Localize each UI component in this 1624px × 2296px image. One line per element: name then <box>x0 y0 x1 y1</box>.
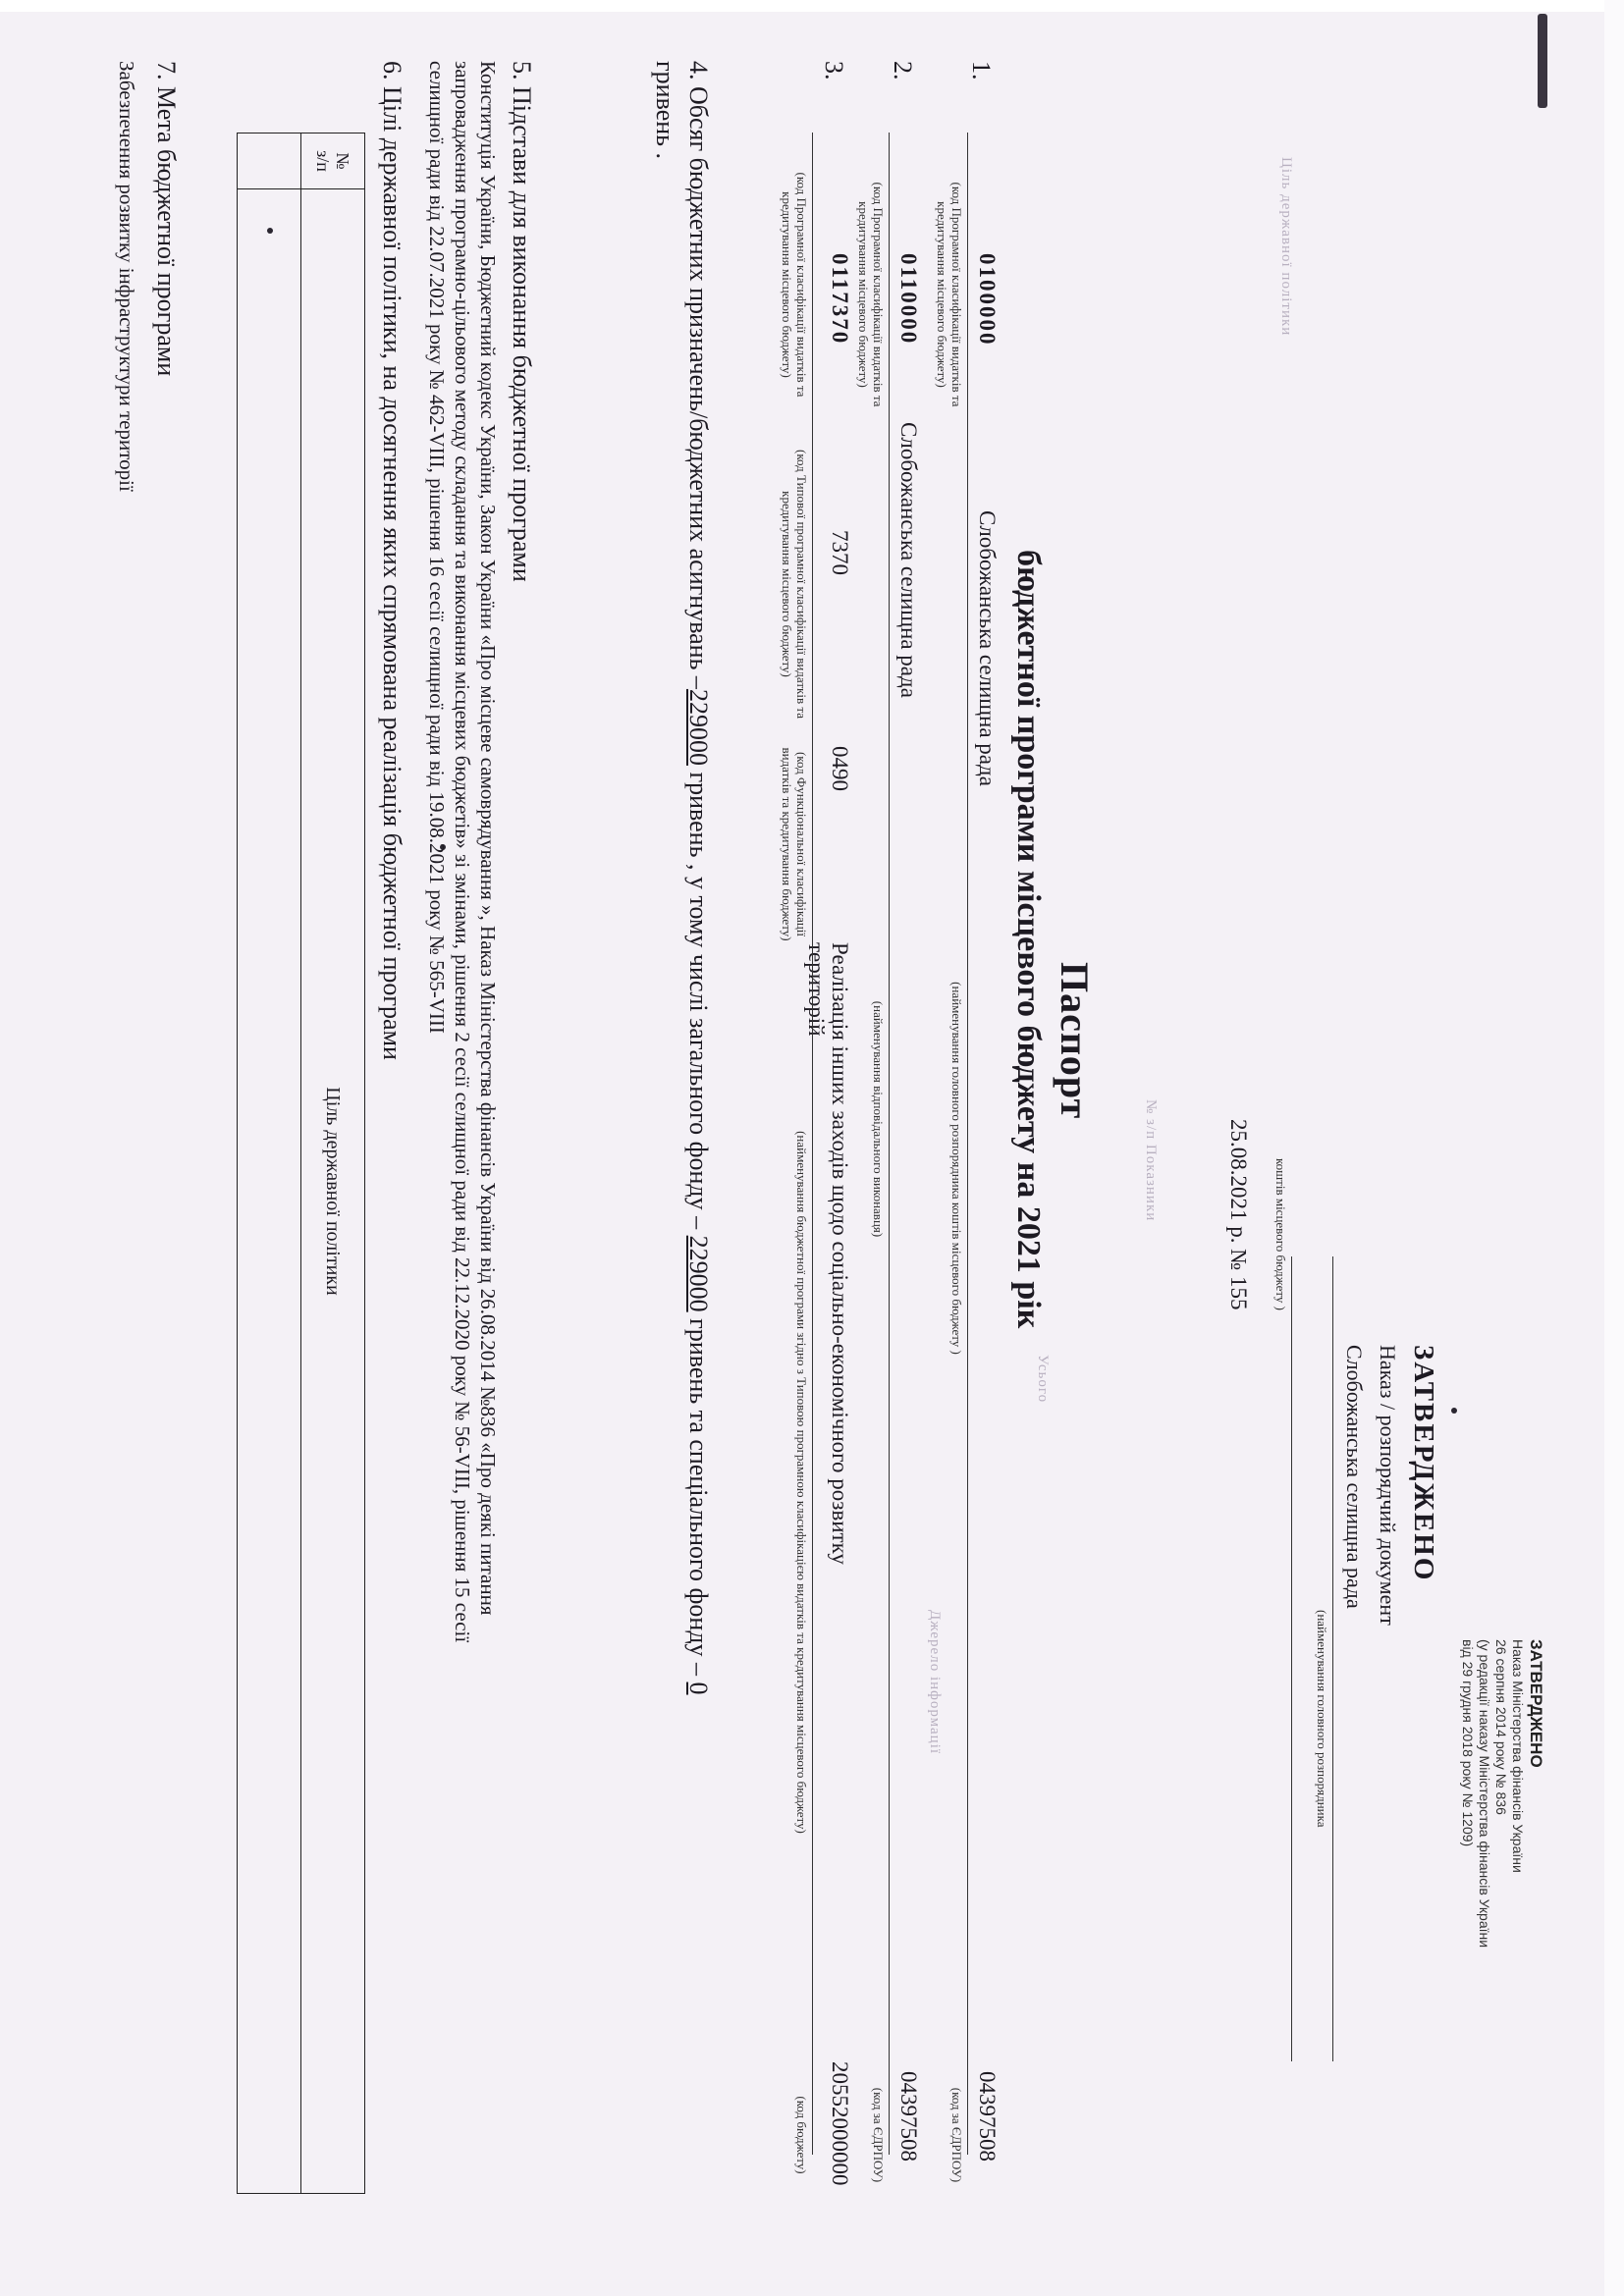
field-caption: (код Програмної класифікації видатків та кредитування місцевого бюджету) <box>856 182 886 407</box>
program-code: 0117370 <box>828 253 852 346</box>
budget-amount-statement <box>683 61 713 1695</box>
field-rule <box>812 133 813 2155</box>
column-header-number-line: з/п <box>313 150 333 172</box>
item-number: 3. <box>820 61 848 80</box>
manager-name: Слобожанська селищна рада <box>975 510 1000 786</box>
section-title: 7. Мета бюджетної програми <box>152 61 181 377</box>
signature-rule <box>1332 1256 1333 2061</box>
column-header-goal: Ціль державної політики <box>301 189 365 2194</box>
amount-general-fund: 229000 <box>684 1235 713 1312</box>
approved-reference-line: Наказ Міністерства фінансів України <box>1510 1639 1526 1873</box>
approval-caption: (найменування головного розпорядника <box>1315 1610 1329 1828</box>
edrpou-code: 04397508 <box>896 2071 921 2162</box>
table-cell <box>238 133 301 189</box>
field-caption: (код Програмної класифікації видатків та кредитування місцевого бюджету) <box>780 172 809 398</box>
approved-reference-line: (у редакції наказу Міністерства фінансів України <box>1477 1639 1492 1949</box>
field-caption: (код за ЄДРПОУ) <box>871 2087 886 2183</box>
approval-document-type: Наказ / розпорядчий документ <box>1376 1345 1400 1626</box>
show-through-text: Ціль державної політики <box>1278 157 1294 337</box>
field-caption: (код за ЄДРПОУ) <box>949 2087 964 2183</box>
approved-reference-line: від 29 грудня 2018 року № 1209) <box>1460 1639 1476 1847</box>
amount-total: 229000 <box>684 688 713 766</box>
field-caption: (код Функціональної класифікації видатків та кредитування бюджету) <box>780 747 809 941</box>
field-caption: (код Програмної класифікації видатків та кредитування місцевого бюджету) <box>935 182 964 407</box>
budget-amount-text: 4. Обсяг бюджетних призначень/бюджетних асигнувань – <box>684 61 713 689</box>
section-title: 5. Підстави для виконання бюджетної програми <box>508 61 536 582</box>
budget-amount-text: гривень , у тому числі загального фонду – <box>684 765 713 1236</box>
typical-program-code: 7370 <box>828 530 852 575</box>
column-header-number <box>301 133 365 189</box>
item-number: 1. <box>967 61 996 80</box>
functional-code: 0490 <box>828 746 852 791</box>
show-through-text: № з/п Показники <box>1143 1099 1159 1222</box>
approved-reference-line: 26 серпня 2014 року № 836 <box>1493 1639 1509 1815</box>
table-cell <box>238 189 301 2194</box>
document-title: Паспорт <box>1053 962 1097 1120</box>
approval-title: ЗАТВЕРДЖЕНО <box>1408 1345 1439 1582</box>
amount-special-fund: 0 <box>684 1682 713 1695</box>
field-caption: (найменування відповідального виконавця) <box>871 1000 886 1238</box>
program-code: 0110000 <box>896 253 921 346</box>
show-through-text: Джерело інформації <box>927 1610 943 1755</box>
program-name-continued: територій <box>804 942 829 1037</box>
item-number: 2. <box>889 61 917 80</box>
program-name: Реалізація інших заходів щодо соціально-економічного розвитку <box>828 942 852 1565</box>
field-rule <box>967 133 968 2155</box>
edrpou-code: 04397508 <box>975 2071 1000 2162</box>
approved-reference <box>1459 1639 1545 1948</box>
approval-caption: коштів місцевого бюджету ) <box>1273 1158 1288 1310</box>
budget-amount-text: гривень та спеціального фонду – <box>684 1311 713 1682</box>
state-policy-goals-table <box>237 133 365 2194</box>
program-purpose: Забезпечення розвитку інфраструктури території <box>115 61 138 492</box>
approval-organization: Слобожанська селищна рада <box>1342 1345 1367 1609</box>
executor-name: Слобожанська селищна рада <box>896 422 921 698</box>
budget-code: 20552000000 <box>828 2061 852 2186</box>
section-title: 6. Цілі державної політики, на досягнення яких спрямована реалізація бюджетної програми <box>378 61 406 1060</box>
field-caption: (код Типової програмної класифікації видатків та кредитування місцевого бюджету) <box>780 450 809 719</box>
field-caption: (код бюджету) <box>794 2096 809 2174</box>
basis-text-line: запровадження програмно-цільового методу складання та виконання місцевих бюджетів» зі змінами, рішення 2 сесії селищної ради від 22.12.2020 року № 56-VIII, рішення 15 сесії <box>451 61 474 1643</box>
field-caption: (найменування бюджетної програми згідно з Типовою програмною класифікацією видатків та кредитування місцевого бюджету) <box>794 1131 809 1834</box>
document-subtitle: бюджетної програми місцевого бюджету на 2021 рік <box>1010 550 1047 1329</box>
table-header-row <box>301 133 365 2194</box>
budget-amount-statement-end: гривень . <box>651 61 679 160</box>
basis-text-line: селищної ради від 22.07.2021 року № 462-VIII, рішення 16 сесії селищної ради від 19.08.2021 року № 565-VIII <box>425 61 449 1034</box>
show-through-text: Усього <box>1035 1355 1051 1404</box>
approved-reference-title: ЗАТВЕРДЖЕНО <box>1527 1639 1545 1768</box>
signature-rule <box>1291 1256 1292 2061</box>
field-rule <box>889 133 890 2155</box>
program-code: 0100000 <box>975 253 1000 347</box>
table-row <box>238 133 301 2194</box>
field-caption: (найменування головного розпорядника коштів місцевого бюджету ) <box>949 982 964 1355</box>
basis-text-line: Конституція України, Бюджетний кодекс України, Закон України «Про місцеве самоврядування », Наказ Міністерства фінансів України від 26.08.2014 №836 «Про деякі питання <box>476 61 500 1616</box>
approval-date-number: 25.08.2021 р. № 155 <box>1226 1119 1251 1310</box>
column-header-number-line: № <box>333 152 352 170</box>
